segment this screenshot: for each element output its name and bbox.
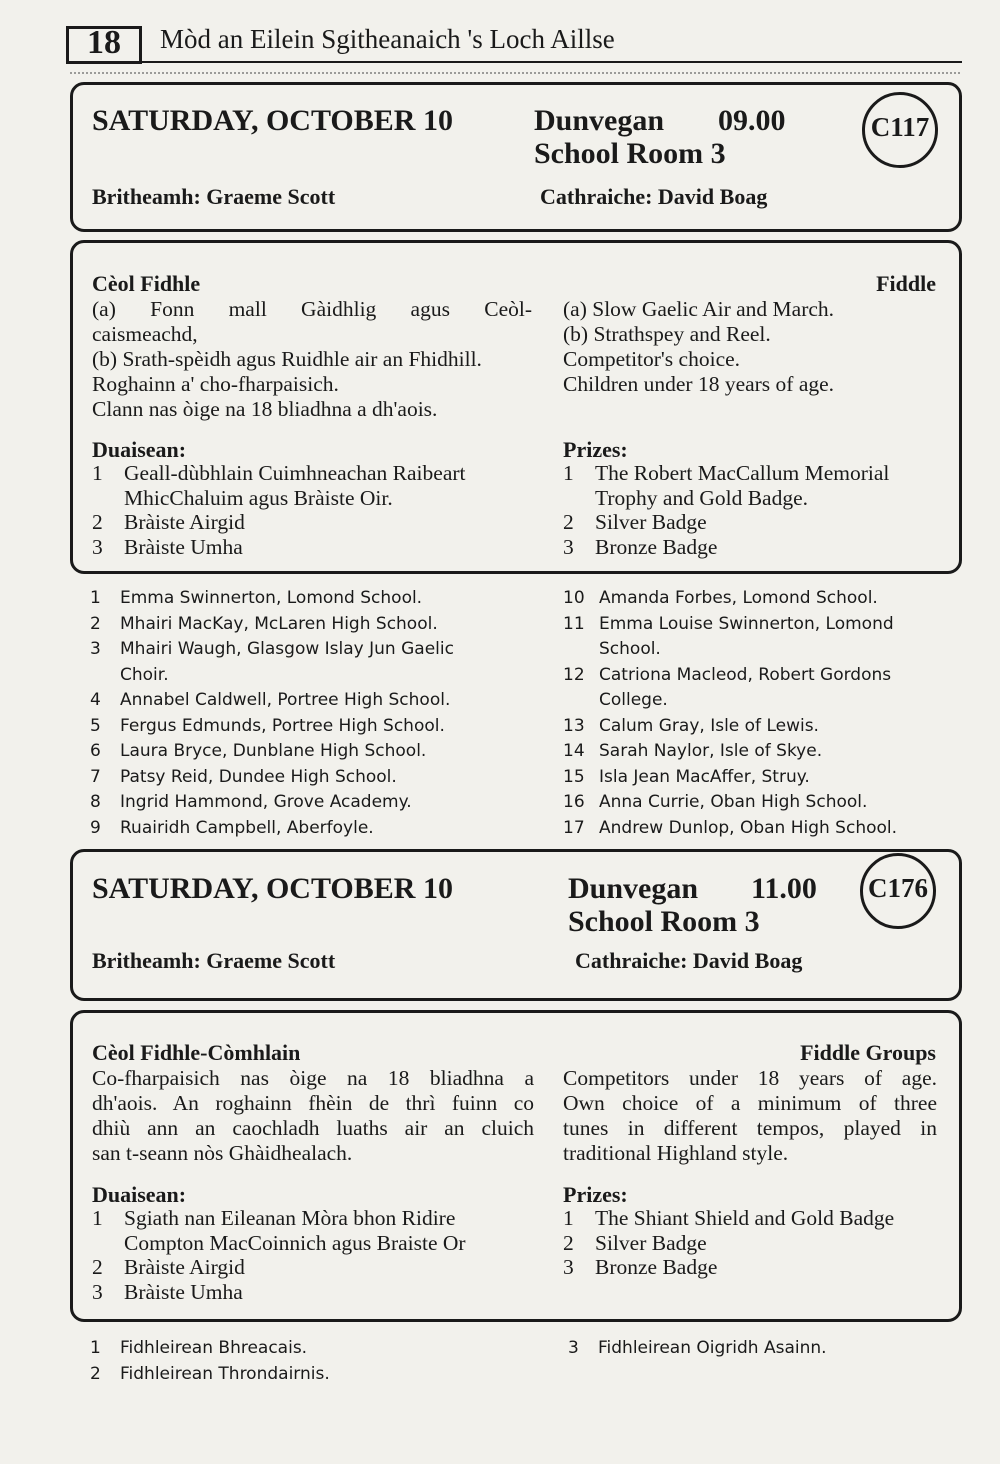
description-line: dhiù ann an caochladh luaths air an cluich	[92, 1116, 534, 1140]
prize-item: 2 Bràiste Airgid	[92, 510, 245, 534]
list-item: 1 Emma Swinnerton, Lomond School.	[90, 588, 423, 608]
list-item: 13 Calum Gray, Isle of Lewis.	[563, 715, 819, 736]
competitor-list-left	[90, 586, 530, 841]
description-line: caismeachd,	[92, 322, 198, 346]
event-venue: Dunvegan	[568, 872, 699, 905]
prize-item: 2 Bràiste Airgid	[92, 1255, 245, 1279]
competition-title-english: Fiddle	[876, 271, 936, 296]
list-item: 5 Fergus Edmunds, Portree High School.	[90, 715, 445, 736]
list-item: 9 Ruairidh Campbell, Aberfoyle.	[90, 817, 374, 838]
event-code: C117	[870, 112, 930, 142]
description-line: Own choice of a minimum of three	[563, 1091, 937, 1115]
prizes-heading-gaelic: Duaisean:	[92, 437, 187, 462]
description-line: (a) Fonn mall Gàidhlig agus Ceòl-	[92, 297, 532, 321]
description-line: Competitors under 18 years of age.	[563, 1066, 937, 1090]
description-line: Clann nas òige na 18 bliadhna a dh'aois.	[92, 397, 438, 421]
description-gaelic	[92, 1066, 534, 1166]
event-judge: Britheamh: Graeme Scott	[92, 948, 336, 973]
page-number: 18	[87, 24, 121, 61]
header-rule	[142, 61, 962, 63]
event-chair: Cathraiche: David Boag	[575, 948, 803, 973]
event-room: School Room 3	[568, 905, 760, 938]
list-item: 12 Catriona Macleod, Robert Gordons College.	[563, 664, 892, 710]
prize-item: 2 Silver Badge	[563, 510, 707, 534]
description-gaelic	[92, 297, 532, 422]
description-line: san t-seann nòs Ghàidhealach.	[92, 1141, 353, 1165]
list-item: 14 Sarah Naylor, Isle of Skye.	[563, 741, 823, 761]
description-line: dh'aois. An roghainn fhèin de thrì fuinn co	[92, 1091, 534, 1115]
description-line: Competitor's choice.	[563, 347, 741, 371]
list-item: 4 Annabel Caldwell, Portree High School.	[90, 690, 451, 710]
description-line: (b) Strathspey and Reel.	[563, 322, 771, 346]
prize-list-english	[563, 1206, 943, 1280]
list-item: 17 Andrew Dunlop, Oban High School.	[563, 817, 898, 838]
prize-item: 3 Bronze Badge	[563, 1255, 718, 1279]
list-item: 10 Amanda Forbes, Lomond School.	[563, 588, 878, 608]
description-line: Children under 18 years of age.	[563, 372, 835, 396]
competition-title-english: Fiddle Groups	[800, 1040, 936, 1065]
event-venue: Dunvegan	[534, 104, 665, 137]
list-item: 8 Ingrid Hammond, Grove Academy.	[90, 792, 412, 812]
header-dotted-rule	[70, 72, 960, 80]
event-time: 09.00	[718, 104, 786, 137]
prize-item: 1 The Shiant Shield and Gold Badge	[563, 1206, 895, 1230]
event-time: 11.00	[751, 872, 817, 905]
description-line: Co-fharpaisich nas òige na 18 bliadhna a	[92, 1066, 534, 1090]
description-line: (a) Slow Gaelic Air and March.	[563, 297, 835, 321]
prize-item: 1 Sgiath nan Eileanan Mòra bhon Ridire Compton MacCoinnich agus Braiste Or	[92, 1206, 466, 1255]
prizes-heading-gaelic: Duaisean:	[92, 1182, 187, 1207]
list-item: 16 Anna Currie, Oban High School.	[563, 792, 868, 812]
description-line: tunes in different tempos, played in	[563, 1116, 937, 1140]
list-item: 3 Fidhleirean Oigridh Asainn.	[568, 1338, 827, 1358]
prize-list-english	[563, 461, 943, 559]
event-room: School Room 3	[534, 137, 726, 170]
event-day: SATURDAY, OCTOBER 10	[92, 872, 453, 905]
list-item: 2 Fidhleirean Throndairnis.	[90, 1363, 330, 1384]
description-line: Roghainn a' cho-fharpaisich.	[92, 372, 339, 396]
list-item: 3 Mhairi Waugh, Glasgow Islay Jun Gaelic Choir.	[90, 639, 454, 685]
prize-item: 1 The Robert MacCallum Memorial Trophy and Gold Badge.	[563, 461, 890, 510]
competition-title-gaelic: Cèol Fidhle	[92, 271, 201, 296]
event-code: C176	[868, 873, 928, 903]
running-title: Mòd an Eilein Sgitheanaich 's Loch Aillse	[160, 24, 615, 54]
prizes-heading-english: Prizes:	[563, 437, 628, 462]
description-english	[563, 297, 943, 397]
prize-item: 3 Bràiste Umha	[92, 1279, 243, 1304]
list-item: 6 Laura Bryce, Dunblane High School.	[90, 741, 427, 761]
competitor-list-right	[568, 1336, 948, 1362]
list-item: 7 Patsy Reid, Dundee High School.	[90, 766, 397, 787]
list-item: 15 Isla Jean MacAffer, Struy.	[563, 766, 810, 787]
description-english	[563, 1066, 937, 1166]
competitor-list-right	[563, 586, 953, 841]
competition-title-gaelic: Cèol Fidhle-Còmhlain	[92, 1040, 301, 1065]
description-line: traditional Highland style.	[563, 1141, 789, 1165]
event-day: SATURDAY, OCTOBER 10	[92, 104, 453, 137]
prize-item: 3 Bràiste Umha	[92, 534, 243, 559]
prize-item: 2 Silver Badge	[563, 1230, 707, 1255]
prize-item: 3 Bronze Badge	[563, 534, 718, 559]
competitor-list-left	[90, 1336, 530, 1387]
prize-list-gaelic	[92, 1206, 537, 1304]
prizes-heading-english: Prizes:	[563, 1182, 628, 1207]
event-judge: Britheamh: Graeme Scott	[92, 184, 336, 209]
event-chair: Cathraiche: David Boag	[540, 184, 768, 209]
list-item: 11 Emma Louise Swinnerton, Lomond School.	[563, 613, 894, 659]
list-item: 2 Mhairi MacKay, McLaren High School.	[90, 613, 438, 634]
prize-item: 1 Geall-dùbhlain Cuimhneachan Raibeart MhicChaluim agus Bràiste Oir.	[92, 461, 466, 510]
list-item: 1 Fidhleirean Bhreacais.	[90, 1338, 308, 1358]
prize-list-gaelic	[92, 461, 537, 559]
description-line: (b) Srath-spèidh agus Ruidhle air an Fhidhill.	[92, 347, 482, 371]
